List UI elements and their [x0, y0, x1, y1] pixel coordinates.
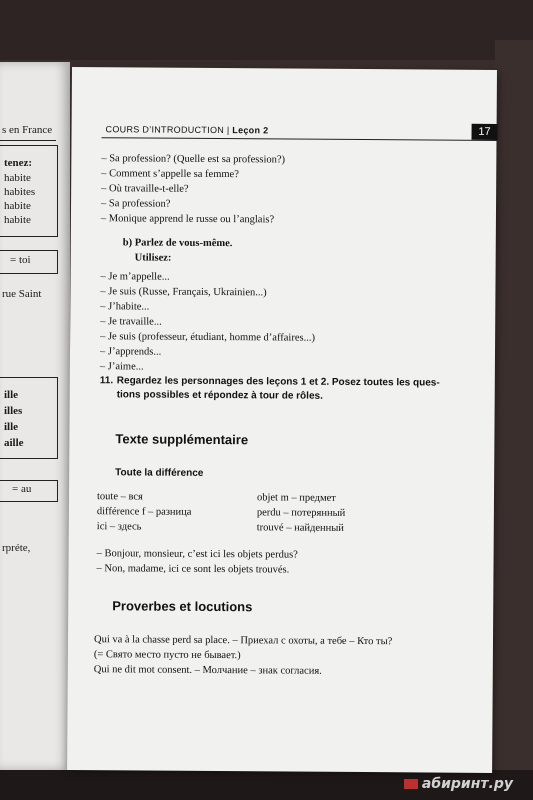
left-page	[0, 62, 70, 770]
header-title-lesson: Leçon 2	[232, 125, 269, 136]
left-page-line: s en France	[2, 124, 53, 136]
background-right	[495, 40, 533, 800]
background-top	[0, 0, 533, 60]
question-line: – Où travaille-t-elle?	[101, 183, 189, 195]
proverb-line: Qui ne dit mot consent. – Молчание – знак согласия.	[93, 664, 322, 677]
exercise-number: 11.	[99, 375, 114, 387]
proverbs-title: Proverbes et locutions	[112, 598, 253, 615]
vocab-item: objet m – предмет	[256, 492, 336, 504]
left-page-line: ille	[4, 421, 19, 433]
question-line: – Monique apprend le russe ou l’anglais?	[100, 213, 275, 226]
vocab-item: toute – вся	[96, 491, 143, 503]
left-page-line: rue Saint	[2, 288, 42, 300]
phrase-line: – Je suis (Russe, Français, Ukrainien...)	[100, 286, 267, 299]
phrase-line: – J’aime...	[99, 361, 144, 373]
proverb-line: Qui va à la chasse perd sa place. – Приехал с охоты, а тебе – Кто ты?	[93, 634, 393, 648]
left-page-line: = au	[12, 483, 32, 495]
phrase-line: – Je m’appelle...	[100, 271, 170, 283]
exercise-instruction	[117, 374, 457, 404]
phrase-line: – Je suis (professeur, étudiant, homme d’affaires...)	[100, 331, 316, 344]
phrase-line: – Je travaille...	[100, 316, 162, 328]
left-page-divider	[0, 140, 56, 141]
left-page-line: habites	[4, 186, 36, 198]
phrase-line: – J’apprends...	[99, 346, 162, 358]
left-page-line: ille	[4, 389, 19, 401]
question-line: – Sa profession? (Quelle est sa profession?)	[101, 153, 286, 166]
supplement-subtitle: Toute la différence	[115, 467, 204, 479]
exercise-line-1: Regardez les personnages des leçons 1 et 2. Posez toutes les ques-	[116, 375, 440, 389]
header-title	[106, 124, 269, 135]
vocab-item: perdu – потерянный	[256, 507, 346, 519]
dialogue-line: – Non, madame, ici ce sont les objets trouvés.	[96, 563, 290, 576]
left-page-line: habite	[4, 200, 31, 212]
question-line: – Sa profession?	[101, 198, 171, 210]
left-page-line: tenez:	[4, 157, 33, 169]
supplement-title: Texte supplémentaire	[115, 431, 249, 448]
dialogue-line: – Bonjour, monsieur, c’est ici les objets perdus?	[96, 548, 298, 561]
vocab-item: différence f – разница	[96, 506, 192, 518]
left-page-line: rpréte,	[2, 542, 31, 554]
part-b-subtitle: Utilisez:	[134, 252, 172, 264]
page-number: 17	[472, 124, 498, 140]
page-header	[102, 123, 498, 141]
left-page-line: illes	[4, 405, 23, 417]
vocab-item: ici – здесь	[96, 521, 142, 533]
vocab-item: trouvé – найденный	[256, 522, 344, 534]
phrase-line: – J’habite...	[100, 301, 150, 313]
exercise-line-2: tions possibles et répondez à tour de rôles.	[116, 389, 323, 402]
proverb-line: (= Свято место пусто не бывает.)	[93, 649, 241, 662]
header-title-prefix: COURS D’INTRODUCTION |	[105, 124, 233, 136]
question-line: – Comment s’appelle sa femme?	[101, 168, 239, 181]
left-page-line: habite	[4, 172, 31, 184]
watermark-logo-icon	[404, 779, 418, 789]
left-page-line: = toi	[10, 254, 31, 266]
left-page-line: habite	[4, 214, 31, 226]
left-page-line: aille	[4, 437, 24, 449]
book-page	[67, 67, 497, 773]
watermark-text: абиринт.ру	[421, 776, 513, 792]
part-b-title: b) Parlez de vous-même.	[122, 237, 233, 250]
watermark	[404, 776, 513, 792]
